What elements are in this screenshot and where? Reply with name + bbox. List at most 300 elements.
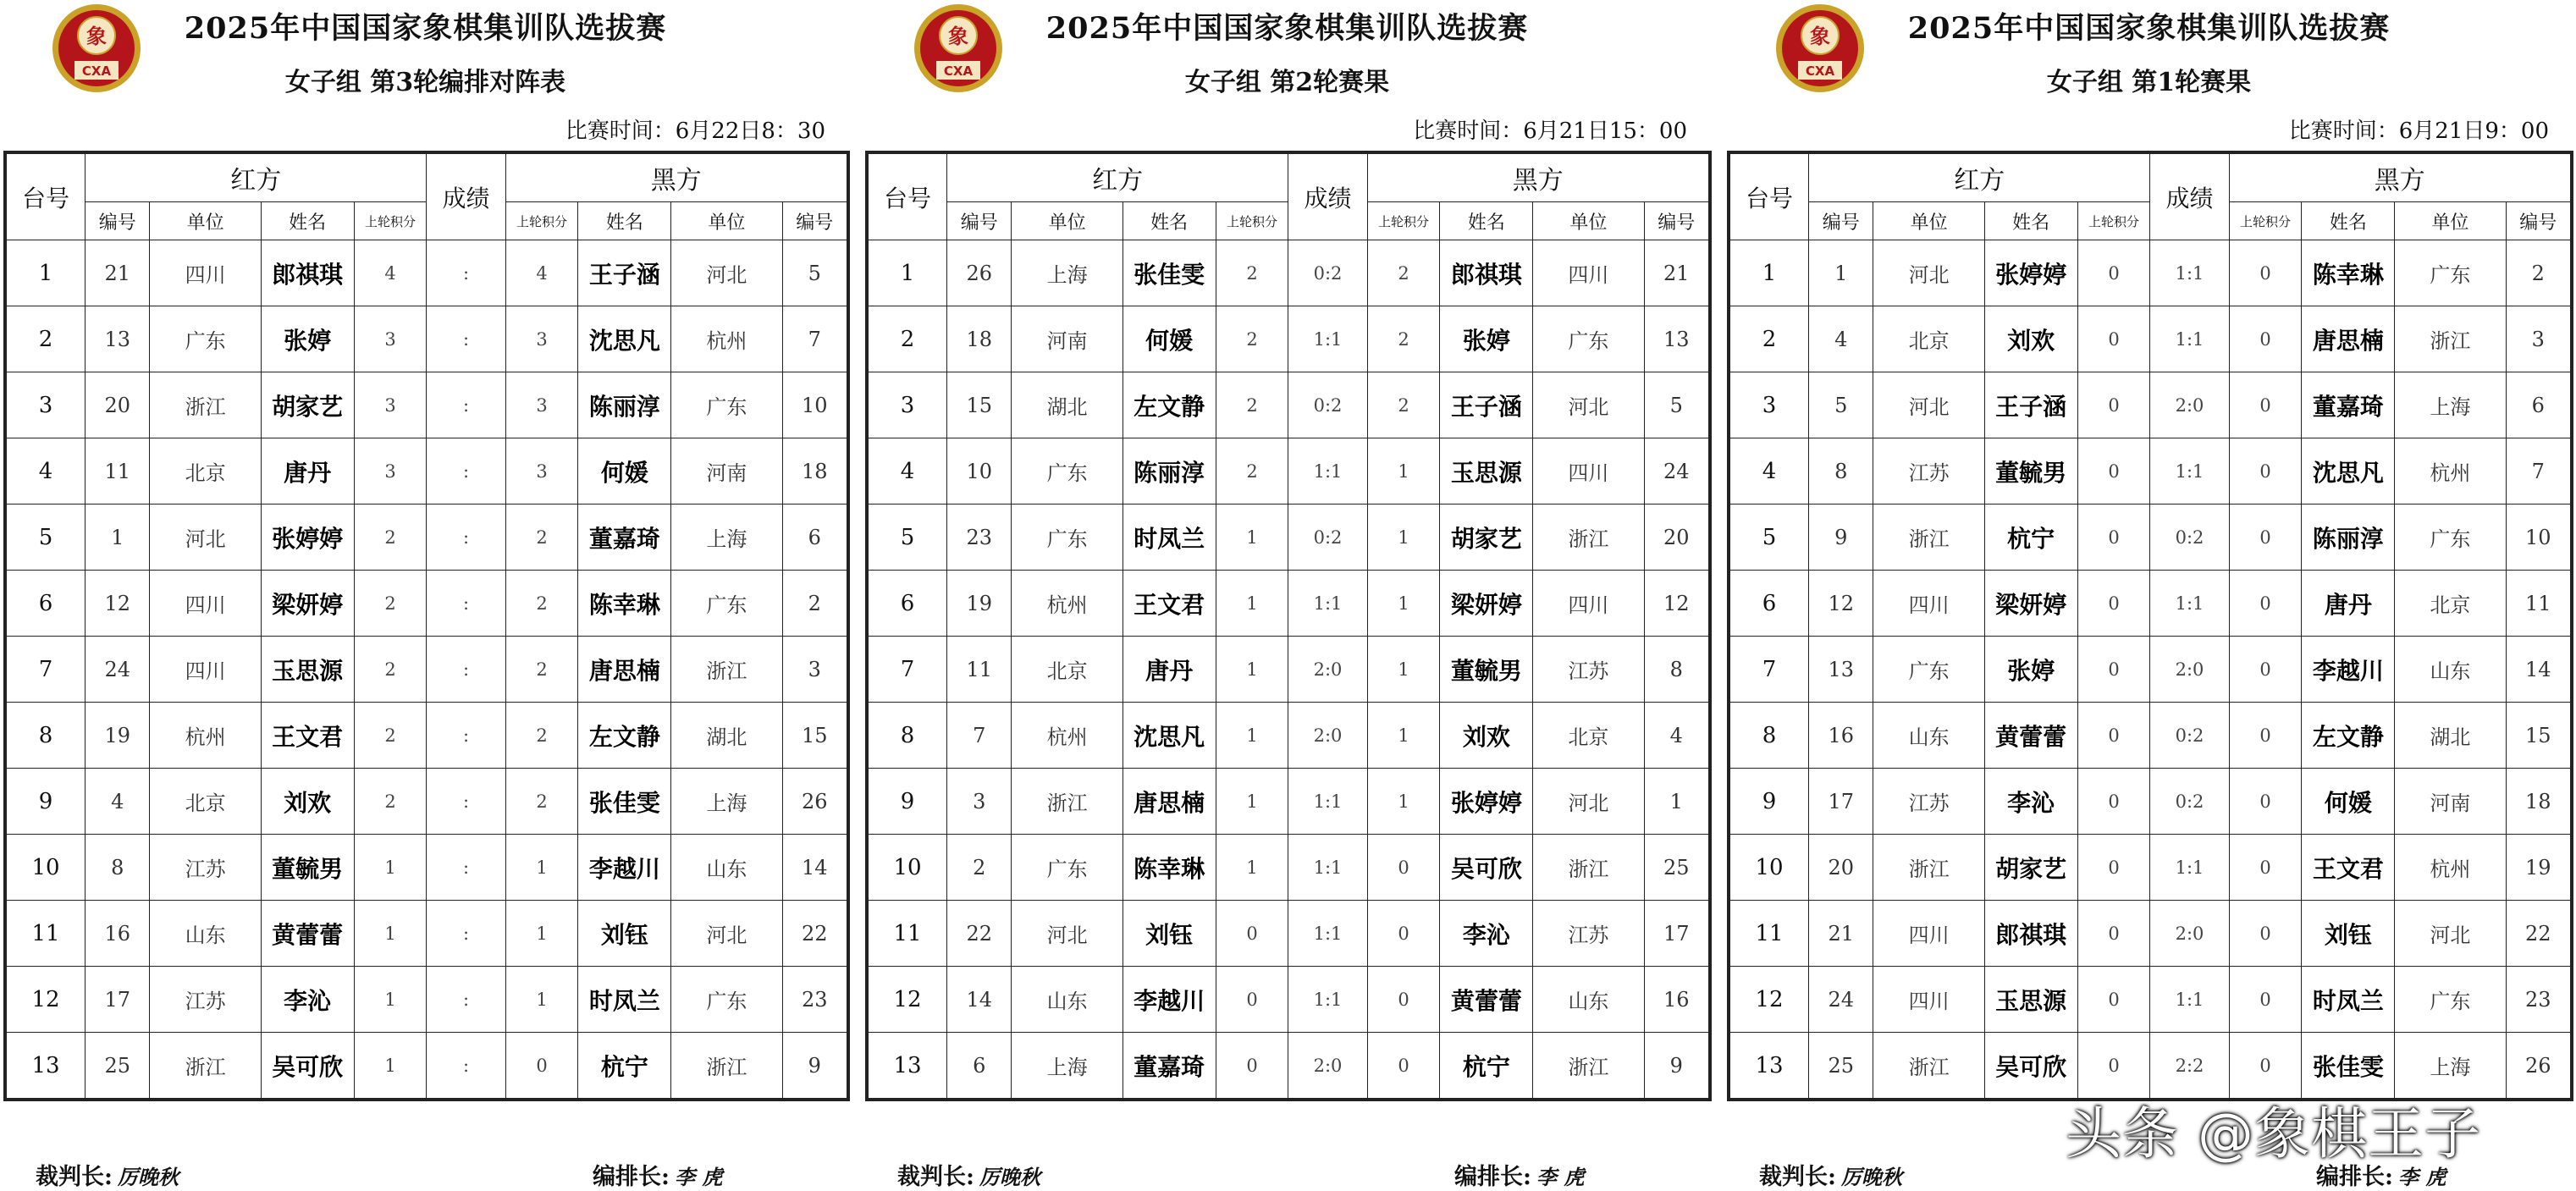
black-prev-score: 3: [505, 438, 578, 505]
red-unit: 浙江: [150, 1033, 261, 1099]
black-name: 何媛: [2302, 769, 2395, 835]
black-no: 9: [782, 1033, 847, 1099]
red-unit: 江苏: [1873, 769, 1984, 835]
header-table-no: 台号: [869, 154, 947, 240]
black-name: 王文君: [2302, 835, 2395, 901]
sheet-round-2: [862, 0, 1713, 1191]
black-name: 陈幸琳: [2302, 240, 2395, 306]
red-no: 5: [1809, 372, 1873, 438]
result: :: [427, 240, 505, 306]
black-prev-score: 0: [2229, 769, 2302, 835]
black-no: 10: [782, 372, 847, 438]
red-unit: 浙江: [1012, 769, 1123, 835]
table-no: 10: [7, 835, 85, 901]
table-row: [869, 306, 1709, 372]
red-name: 李沁: [261, 967, 354, 1033]
result: 0:2: [2150, 505, 2229, 571]
red-name: 玉思源: [261, 637, 354, 703]
black-no: 18: [2506, 769, 2570, 835]
black-name: 唐丹: [2302, 571, 2395, 637]
red-no: 16: [85, 901, 150, 967]
black-unit: 杭州: [671, 306, 782, 372]
red-unit: 广东: [1873, 637, 1984, 703]
sheet-subtitle: 女子组 第3轮编排对阵表: [284, 68, 566, 97]
black-prev-score: 0: [2229, 306, 2302, 372]
black-unit: 北京: [2395, 571, 2506, 637]
table-row: [1730, 967, 2571, 1033]
black-unit: 浙江: [1533, 505, 1644, 571]
black-unit: 北京: [1533, 703, 1644, 769]
red-unit: 河北: [1873, 240, 1984, 306]
header-red-prev-score: 上轮积分: [1216, 202, 1288, 240]
result: 1:1: [1288, 967, 1367, 1033]
black-unit: 广东: [2395, 240, 2506, 306]
black-unit: 河北: [671, 901, 782, 967]
table-row: [869, 703, 1709, 769]
black-unit: 河北: [1533, 769, 1644, 835]
black-no: 2: [2506, 240, 2570, 306]
black-name: 时凤兰: [2302, 967, 2395, 1033]
red-name: 梁妍婷: [1984, 571, 2077, 637]
black-unit: 浙江: [671, 637, 782, 703]
sheet-title: 2025年中国国家象棋集训队选拔赛: [1907, 11, 2391, 46]
table-no: 1: [1730, 240, 1809, 306]
red-prev-score: 3: [354, 372, 427, 438]
red-no: 19: [85, 703, 150, 769]
table-no: 7: [1730, 637, 1809, 703]
red-no: 22: [947, 901, 1012, 967]
table-row: [869, 438, 1709, 505]
black-unit: 上海: [2395, 372, 2506, 438]
red-prev-score: 0: [2077, 1033, 2150, 1099]
table-row: [1730, 505, 2571, 571]
table-row: [7, 372, 847, 438]
red-name: 陈幸琳: [1123, 835, 1216, 901]
red-no: 1: [1809, 240, 1873, 306]
result: :: [427, 306, 505, 372]
sheet-subtitle: 女子组 第2轮赛果: [1184, 68, 1390, 97]
red-no: 6: [947, 1033, 1012, 1099]
table-row: [7, 571, 847, 637]
result: 2:0: [2150, 372, 2229, 438]
table-no: 4: [7, 438, 85, 505]
red-name: 黄蕾蕾: [1984, 703, 2077, 769]
result: :: [427, 835, 505, 901]
table-row: [1730, 703, 2571, 769]
black-unit: 浙江: [1533, 1033, 1644, 1099]
black-prev-score: 2: [505, 571, 578, 637]
black-no: 8: [1644, 637, 1708, 703]
header-red-name: 姓名: [1984, 202, 2077, 240]
black-no: 23: [782, 967, 847, 1033]
black-prev-score: 2: [505, 769, 578, 835]
header-black-prev-score: 上轮积分: [505, 202, 578, 240]
table-no: 13: [869, 1033, 947, 1099]
red-unit: 山东: [150, 901, 261, 967]
black-prev-score: 2: [1367, 372, 1440, 438]
red-name: 张婷婷: [1984, 240, 2077, 306]
black-name: 左文静: [2302, 703, 2395, 769]
black-prev-score: 0: [2229, 637, 2302, 703]
red-prev-score: 0: [2077, 240, 2150, 306]
black-unit: 河南: [671, 438, 782, 505]
black-no: 13: [1644, 306, 1708, 372]
red-unit: 北京: [150, 769, 261, 835]
black-prev-score: 2: [505, 637, 578, 703]
black-prev-score: 1: [505, 901, 578, 967]
table-row: [869, 571, 1709, 637]
header-red-no: 编号: [947, 202, 1012, 240]
referee-label: 裁判长:: [36, 1164, 113, 1190]
black-prev-score: 3: [505, 306, 578, 372]
header-black-no: 编号: [782, 202, 847, 240]
black-unit: 上海: [2395, 1033, 2506, 1099]
red-prev-score: 0: [2077, 372, 2150, 438]
header-black-name: 姓名: [1440, 202, 1533, 240]
black-unit: 广东: [1533, 306, 1644, 372]
red-unit: 广东: [1012, 505, 1123, 571]
result: :: [427, 769, 505, 835]
red-prev-score: 1: [1216, 571, 1288, 637]
header-red-name: 姓名: [261, 202, 354, 240]
red-unit: 浙江: [1873, 835, 1984, 901]
result: :: [427, 901, 505, 967]
black-prev-score: 1: [505, 835, 578, 901]
red-prev-score: 0: [2077, 571, 2150, 637]
red-unit: 四川: [1873, 967, 1984, 1033]
red-no: 11: [85, 438, 150, 505]
black-unit: 广东: [2395, 967, 2506, 1033]
table-no: 6: [7, 571, 85, 637]
header-red-unit: 单位: [1012, 202, 1123, 240]
table-no: 3: [7, 372, 85, 438]
result: 1:1: [1288, 571, 1367, 637]
red-unit: 河北: [1873, 372, 1984, 438]
table-no: 8: [1730, 703, 1809, 769]
black-no: 15: [2506, 703, 2570, 769]
header-black-name: 姓名: [2302, 202, 2395, 240]
header-black-name: 姓名: [578, 202, 671, 240]
table-row: [1730, 240, 2571, 306]
red-prev-score: 2: [354, 769, 427, 835]
red-unit: 四川: [150, 240, 261, 306]
black-name: 杭宁: [578, 1033, 671, 1099]
red-no: 19: [947, 571, 1012, 637]
result: 1:1: [2150, 240, 2229, 306]
black-name: 董毓男: [1440, 637, 1533, 703]
black-no: 4: [1644, 703, 1708, 769]
red-no: 17: [85, 967, 150, 1033]
red-unit: 湖北: [1012, 372, 1123, 438]
black-name: 李沁: [1440, 901, 1533, 967]
pairing-table: [3, 151, 850, 1101]
black-no: 19: [2506, 835, 2570, 901]
result: 1:1: [2150, 967, 2229, 1033]
result: :: [427, 637, 505, 703]
red-prev-score: 1: [354, 967, 427, 1033]
header-black-no: 编号: [2506, 202, 2570, 240]
red-no: 13: [85, 306, 150, 372]
svg-text:象: 象: [1810, 24, 1830, 48]
header-black-unit: 单位: [2395, 202, 2506, 240]
black-name: 陈幸琳: [578, 571, 671, 637]
header-table-no: 台号: [1730, 154, 1809, 240]
table-no: 11: [1730, 901, 1809, 967]
black-prev-score: 2: [1367, 306, 1440, 372]
red-prev-score: 0: [2077, 505, 2150, 571]
black-name: 沈思凡: [2302, 438, 2395, 505]
red-name: 董毓男: [1984, 438, 2077, 505]
red-name: 刘欢: [261, 769, 354, 835]
black-name: 张婷: [1440, 306, 1533, 372]
table-row: [1730, 306, 2571, 372]
red-unit: 江苏: [150, 967, 261, 1033]
svg-text:象: 象: [86, 24, 107, 48]
black-unit: 浙江: [671, 1033, 782, 1099]
red-no: 4: [1809, 306, 1873, 372]
black-prev-score: 0: [1367, 967, 1440, 1033]
header-result: 成绩: [2150, 154, 2229, 240]
black-prev-score: 0: [2229, 703, 2302, 769]
black-name: 陈丽淳: [578, 372, 671, 438]
red-name: 李沁: [1984, 769, 2077, 835]
table-row: [869, 240, 1709, 306]
red-no: 25: [85, 1033, 150, 1099]
black-unit: 河北: [1533, 372, 1644, 438]
result: :: [427, 438, 505, 505]
red-prev-score: 1: [354, 901, 427, 967]
black-unit: 山东: [2395, 637, 2506, 703]
black-prev-score: 3: [505, 372, 578, 438]
red-name: 董毓男: [261, 835, 354, 901]
match-time: 比赛时间：6月21日9：00: [2288, 119, 2549, 144]
red-name: 玉思源: [1984, 967, 2077, 1033]
red-name: 王文君: [1123, 571, 1216, 637]
black-name: 郎祺琪: [1440, 240, 1533, 306]
red-no: 14: [947, 967, 1012, 1033]
red-name: 刘钰: [1123, 901, 1216, 967]
red-prev-score: 1: [354, 835, 427, 901]
black-name: 李越川: [578, 835, 671, 901]
red-prev-score: 0: [2077, 901, 2150, 967]
black-name: 陈丽淳: [2302, 505, 2395, 571]
black-name: 梁妍婷: [1440, 571, 1533, 637]
red-no: 24: [85, 637, 150, 703]
result: :: [427, 571, 505, 637]
red-prev-score: 0: [2077, 637, 2150, 703]
red-prev-score: 1: [1216, 505, 1288, 571]
red-name: 张佳雯: [1123, 240, 1216, 306]
black-no: 7: [2506, 438, 2570, 505]
red-no: 20: [1809, 835, 1873, 901]
table-no: 1: [7, 240, 85, 306]
black-no: 10: [2506, 505, 2570, 571]
table-row: [7, 769, 847, 835]
black-unit: 杭州: [2395, 438, 2506, 505]
black-no: 17: [1644, 901, 1708, 967]
red-prev-score: 1: [1216, 637, 1288, 703]
red-no: 24: [1809, 967, 1873, 1033]
watermark: 头条 @象棋王子: [2066, 1101, 2481, 1166]
black-prev-score: 0: [2229, 438, 2302, 505]
red-no: 10: [947, 438, 1012, 505]
header-red-side: 红方: [1809, 154, 2150, 202]
red-prev-score: 1: [354, 1033, 427, 1099]
header-black-prev-score: 上轮积分: [1367, 202, 1440, 240]
result: 0:2: [1288, 505, 1367, 571]
black-no: 3: [782, 637, 847, 703]
red-no: 13: [1809, 637, 1873, 703]
red-name: 张婷婷: [261, 505, 354, 571]
red-prev-score: 2: [354, 505, 427, 571]
red-unit: 山东: [1873, 703, 1984, 769]
table-row: [1730, 835, 2571, 901]
header-red-side: 红方: [947, 154, 1288, 202]
scheduler-label: 编排长:: [1454, 1164, 1531, 1190]
table-no: 9: [869, 769, 947, 835]
black-name: 刘钰: [578, 901, 671, 967]
red-unit: 河南: [1012, 306, 1123, 372]
result: 2:0: [1288, 703, 1367, 769]
header-red-prev-score: 上轮积分: [354, 202, 427, 240]
table-row: [1730, 769, 2571, 835]
result: 2:0: [2150, 637, 2229, 703]
red-name: 陈丽淳: [1123, 438, 1216, 505]
red-name: 胡家艺: [261, 372, 354, 438]
referee-signature: 厉晚秋: [979, 1165, 1040, 1189]
scheduler-line: [1454, 1158, 1584, 1191]
red-no: 2: [947, 835, 1012, 901]
red-name: 张婷: [261, 306, 354, 372]
red-no: 26: [947, 240, 1012, 306]
black-no: 7: [782, 306, 847, 372]
red-unit: 广东: [150, 306, 261, 372]
black-no: 1: [1644, 769, 1708, 835]
red-name: 沈思凡: [1123, 703, 1216, 769]
table-no: 4: [1730, 438, 1809, 505]
scheduler-signature: 李 虎: [2397, 1165, 2446, 1189]
referee-signature: 厉晚秋: [117, 1165, 179, 1189]
sheet-round-3: [1724, 0, 2574, 1191]
match-time: 比赛时间：6月22日8：30: [565, 119, 825, 144]
result: 2:0: [2150, 901, 2229, 967]
scheduler-signature: 李 虎: [1536, 1165, 1585, 1189]
table-no: 3: [869, 372, 947, 438]
red-unit: 浙江: [1873, 1033, 1984, 1099]
black-no: 26: [2506, 1033, 2570, 1099]
result: 2:0: [1288, 637, 1367, 703]
black-unit: 河南: [2395, 769, 2506, 835]
black-unit: 广东: [671, 967, 782, 1033]
black-name: 王子涵: [578, 240, 671, 306]
table-no: 8: [869, 703, 947, 769]
header-red-unit: 单位: [1873, 202, 1984, 240]
red-prev-score: 2: [1216, 372, 1288, 438]
black-unit: 四川: [1533, 438, 1644, 505]
red-name: 董嘉琦: [1123, 1033, 1216, 1099]
black-prev-score: 1: [1367, 769, 1440, 835]
table-row: [7, 703, 847, 769]
table-no: 13: [1730, 1033, 1809, 1099]
referee-label: 裁判长:: [1759, 1164, 1836, 1190]
red-name: 唐丹: [1123, 637, 1216, 703]
black-name: 董嘉琦: [2302, 372, 2395, 438]
table-no: 3: [1730, 372, 1809, 438]
header-red-no: 编号: [1809, 202, 1873, 240]
black-unit: 山东: [671, 835, 782, 901]
table-no: 10: [1730, 835, 1809, 901]
red-no: 15: [947, 372, 1012, 438]
black-prev-score: 1: [1367, 505, 1440, 571]
red-unit: 北京: [1873, 306, 1984, 372]
result: 1:1: [1288, 769, 1367, 835]
table-row: [7, 438, 847, 505]
black-name: 吴可欣: [1440, 835, 1533, 901]
red-no: 4: [85, 769, 150, 835]
table-no: 6: [869, 571, 947, 637]
red-prev-score: 0: [1216, 901, 1288, 967]
header-red-side: 红方: [85, 154, 427, 202]
red-no: 25: [1809, 1033, 1873, 1099]
red-unit: 山东: [1012, 967, 1123, 1033]
black-no: 25: [1644, 835, 1708, 901]
header-black-no: 编号: [1644, 202, 1708, 240]
red-unit: 杭州: [1012, 703, 1123, 769]
svg-text:CXA: CXA: [81, 63, 112, 79]
black-name: 胡家艺: [1440, 505, 1533, 571]
red-no: 17: [1809, 769, 1873, 835]
red-name: 杭宁: [1984, 505, 2077, 571]
black-prev-score: 0: [2229, 1033, 2302, 1099]
red-unit: 广东: [1012, 438, 1123, 505]
black-no: 3: [2506, 306, 2570, 372]
red-name: 李越川: [1123, 967, 1216, 1033]
header-table-no: 台号: [7, 154, 85, 240]
table-row: [7, 306, 847, 372]
pairing-table: [865, 151, 1712, 1101]
table-row: [7, 637, 847, 703]
black-prev-score: 2: [1367, 240, 1440, 306]
header-result: 成绩: [427, 154, 505, 240]
table-row: [869, 1033, 1709, 1099]
result: :: [427, 372, 505, 438]
red-prev-score: 1: [1216, 835, 1288, 901]
table-row: [1730, 438, 2571, 505]
black-no: 5: [782, 240, 847, 306]
table-no: 7: [7, 637, 85, 703]
red-prev-score: 2: [354, 571, 427, 637]
red-prev-score: 0: [2077, 306, 2150, 372]
black-no: 11: [2506, 571, 2570, 637]
black-unit: 江苏: [1533, 637, 1644, 703]
red-no: 12: [1809, 571, 1873, 637]
black-name: 董嘉琦: [578, 505, 671, 571]
black-prev-score: 1: [505, 967, 578, 1033]
black-prev-score: 0: [1367, 1033, 1440, 1099]
black-no: 14: [782, 835, 847, 901]
header-red-prev-score: 上轮积分: [2077, 202, 2150, 240]
result: 2:0: [1288, 1033, 1367, 1099]
black-prev-score: 2: [505, 505, 578, 571]
red-unit: 杭州: [150, 703, 261, 769]
red-name: 刘欢: [1984, 306, 2077, 372]
result: :: [427, 505, 505, 571]
black-prev-score: 0: [2229, 901, 2302, 967]
black-name: 李越川: [2302, 637, 2395, 703]
table-row: [1730, 571, 2571, 637]
black-unit: 四川: [1533, 240, 1644, 306]
red-name: 唐思楠: [1123, 769, 1216, 835]
